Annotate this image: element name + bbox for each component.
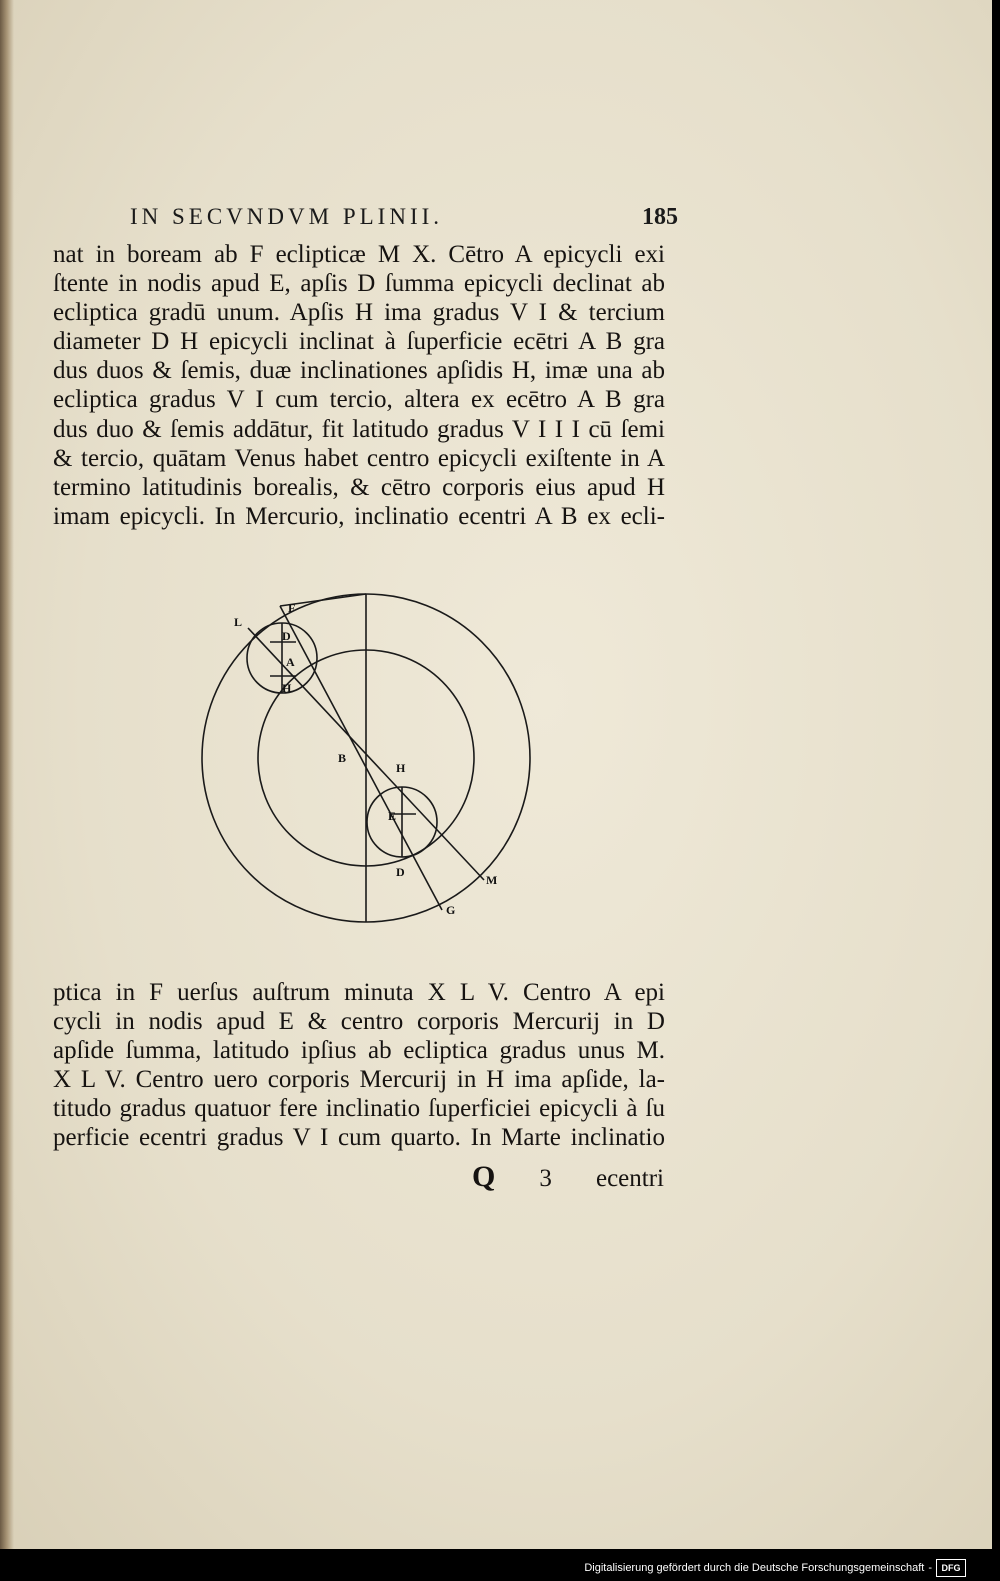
- dfg-logo-icon: DFG: [936, 1559, 966, 1577]
- text-line: nat in boream ab F eclipticæ M X. Cētro A epicycli exi: [53, 241, 665, 268]
- text-line: ptica in F uerſus auſtrum minuta X L V. Centro A epi: [53, 979, 665, 1006]
- body-text-top: [53, 240, 665, 531]
- digitization-footer: Digitalisierung gefördert durch die Deutsche Forschungsgemeinschaft - DFG: [584, 1557, 966, 1579]
- text-line: perficie ecentri gradus V I cum quarto. In Marte inclinatio: [53, 1124, 665, 1152]
- catchword-line: [472, 1160, 664, 1194]
- text-line: ecliptica gradū unum. Apſis H ima gradus V I & tercium: [53, 299, 665, 327]
- label-D-bottom: D: [396, 865, 405, 879]
- label-A: A: [286, 655, 295, 669]
- text-line: dus duos & ſemis, duæ inclinationes apſidis H, imæ una ab: [53, 357, 665, 385]
- label-M: M: [486, 873, 498, 887]
- text-line: ſtente in nodis apud E, apſis D ſumma epicycli declinat ab: [53, 270, 665, 298]
- catchword: ecentri: [595, 1165, 664, 1192]
- diagram-svg: [180, 580, 540, 940]
- running-title: IN SECVNDVM PLINII.: [130, 204, 444, 229]
- epicycle-diagram: [180, 580, 540, 940]
- label-H-top: H: [282, 681, 292, 695]
- page-header: [130, 197, 678, 237]
- folio-number: 185: [642, 203, 678, 230]
- label-F: F: [288, 601, 296, 615]
- text-line: termino latitudinis borealis, & cētro corporis eius apud H: [53, 473, 665, 501]
- label-D-top: D: [282, 629, 291, 643]
- label-G: G: [446, 903, 456, 917]
- text-line: ecliptica gradus V I cum tercio, altera ex ecētro A B gra: [53, 386, 665, 414]
- label-H-mid: H: [396, 761, 406, 775]
- signature-number: 3: [539, 1165, 552, 1192]
- text-line: X L V. Centro uero corporis Mercurij in H ima apſide, la-: [53, 1066, 665, 1094]
- text-line: & tercio, quātam Venus habet centro epicycli exiſtente in A: [53, 444, 665, 472]
- signature-letter: Q: [472, 1160, 496, 1193]
- text-line: cycli in nodis apud E & centro corporis Mercurij in D: [53, 1008, 665, 1036]
- text-line: titudo gradus quatuor fere inclinatio ſuperficiei epicycli à ſu: [53, 1095, 665, 1123]
- label-L: L: [234, 615, 243, 629]
- footer-credit: Digitalisierung gefördert durch die Deutsche Forschungsgemeinschaft: [584, 1562, 925, 1574]
- body-text-bottom: [53, 978, 665, 1153]
- text-line: imam epicycli. In Mercurio, inclinatio ecentri A B ex ecli-: [53, 502, 665, 530]
- text-line: apſide ſumma, latitudo ipſius ab ecliptica gradus unus M.: [53, 1037, 665, 1065]
- text-line: dus duo & ſemis addātur, fit latitudo gradus V I I I cū ſemi: [53, 415, 665, 443]
- label-B-center: B: [338, 751, 347, 765]
- label-E: E: [388, 809, 397, 823]
- line-F-G: [280, 606, 442, 910]
- text-line: diameter D H epicycli inclinat à ſuperficie ecētri A B gra: [53, 328, 665, 356]
